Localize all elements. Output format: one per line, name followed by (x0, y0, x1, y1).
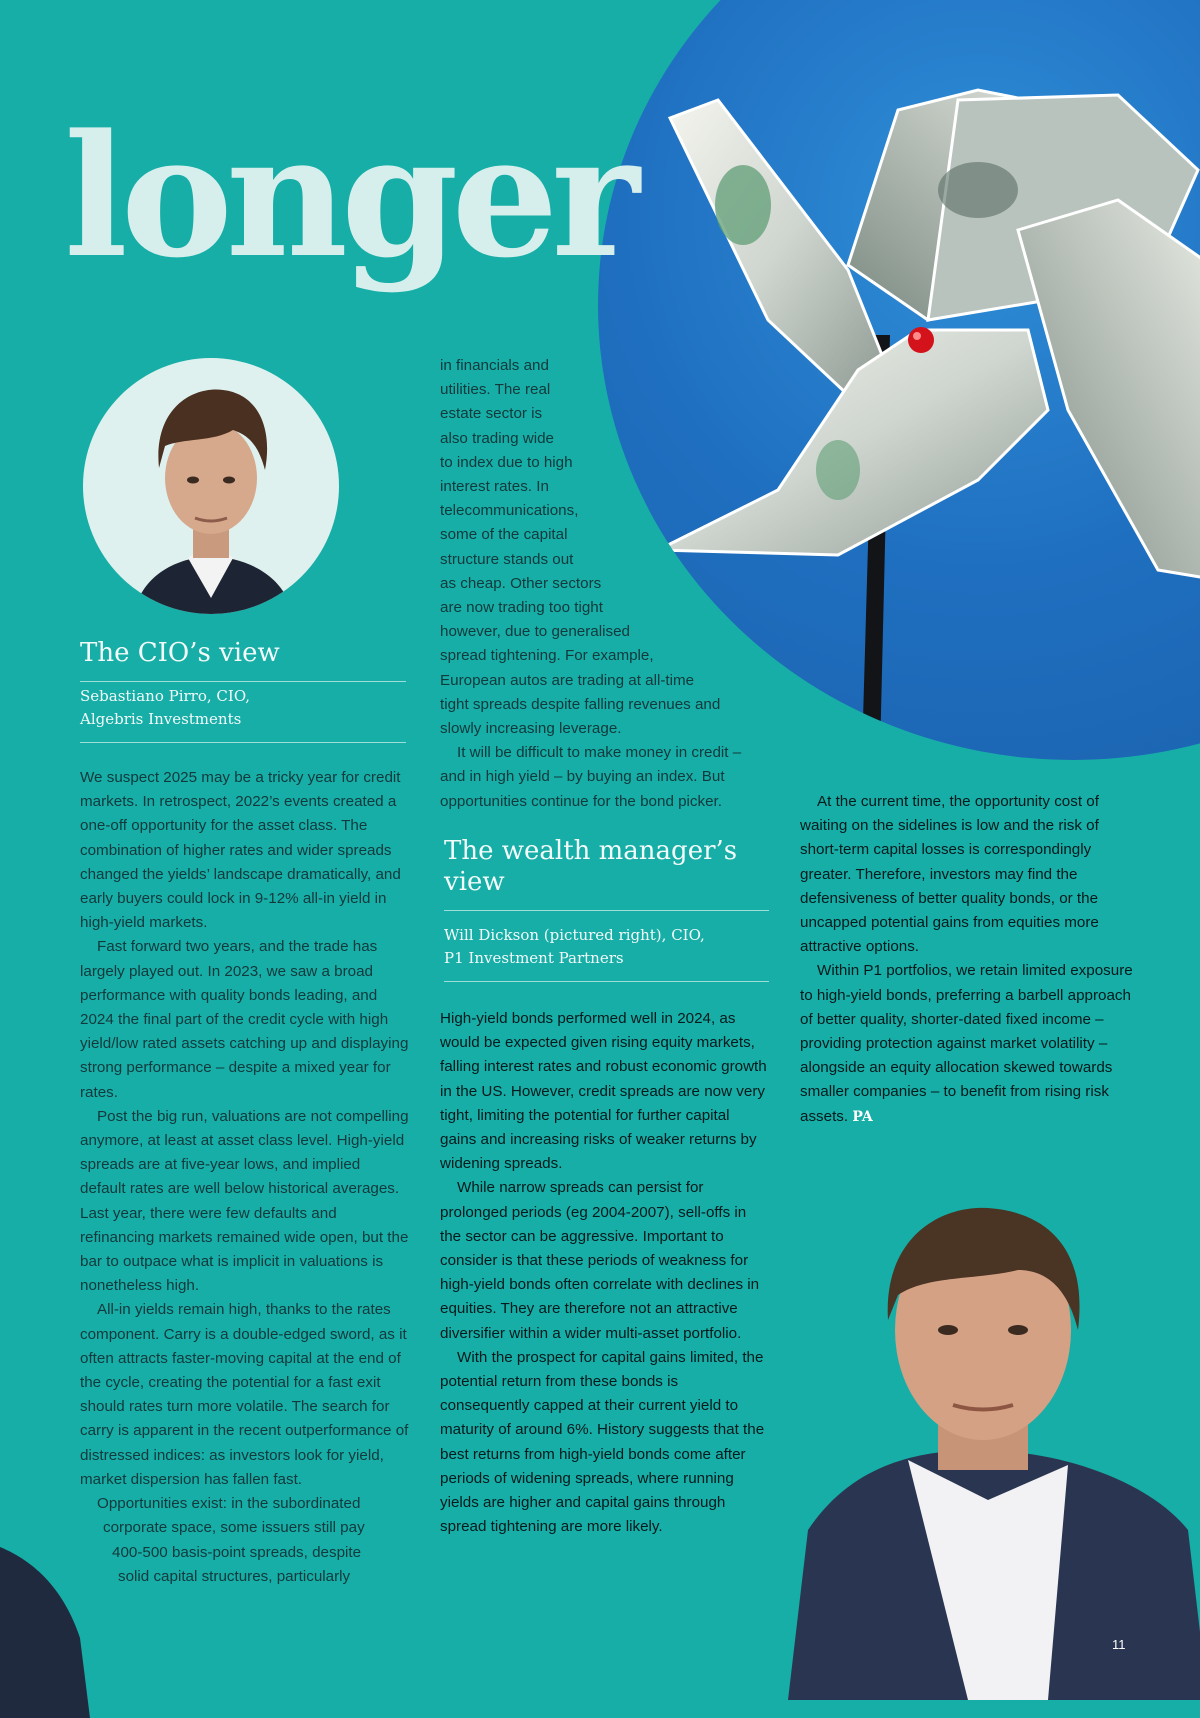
continued-line: are now trading too tight (440, 599, 603, 617)
cio-byline (80, 685, 250, 731)
continued-line: utilities. The real (440, 381, 551, 399)
wm-byline-name: Will Dickson (pictured right), CIO, (444, 926, 705, 944)
continued-line: to index due to high (440, 453, 573, 471)
divider (80, 742, 406, 743)
wm-byline (444, 924, 705, 970)
wrap-line: solid capital structures, particularly (118, 1567, 351, 1585)
portrait-wealth-manager (788, 1200, 1200, 1700)
wm-body-right (800, 790, 1135, 1129)
wm-paragraph-4: At the current time, the opportunity cost of waiting on the sidelines is low and the risk of short-term capital losses is correspondingly greater. Therefore, investors may find the defensiveness of better quality bonds, or the uncapped potential gains from equities more attractive options. (800, 793, 1099, 956)
cio-byline-firm: Algebris Investments (80, 710, 242, 728)
cio-closing: It will be difficult to make money in credit – and in high yield – by buying an index. But opportunities continue for the bond picker. (440, 744, 742, 810)
continued-line: spread tightening. For example, (440, 647, 654, 665)
cio-view-title: The CIO’s view (80, 638, 280, 668)
person-icon (83, 358, 339, 614)
headline: longer (64, 97, 633, 295)
wm-paragraph-5 (800, 959, 1135, 1128)
continued-line: European autos are trading at all-time (440, 671, 695, 689)
continued-line: interest rates. In (440, 478, 549, 496)
wm-body-middle (440, 1007, 770, 1539)
wm-paragraph-1: High-yield bonds performed well in 2024, as would be expected given rising equity markets, falling interest rates and robust economic growth in the US. However, credit spreads are now very tight, limiting the potential for further capital gains and increasing risks of weaker returns by widening spreads. (440, 1010, 767, 1173)
divider (444, 910, 769, 911)
person-icon (788, 1200, 1200, 1700)
page-number: 11 (1112, 1637, 1126, 1652)
portrait-cio (83, 358, 339, 614)
wrap-line: corporate space, some issuers still pay (103, 1519, 365, 1537)
wm-paragraph-2: While narrow spreads can persist for prolonged periods (eg 2004-2007), sell-offs in the sector can be aggressive. Important to consider is that these periods of weakness for high-yield bonds often correlate with declines in equities. They are therefore not an attractive diversifier within a wider multi-asset portfolio. (440, 1179, 760, 1342)
wm-byline-firm: P1 Investment Partners (444, 949, 624, 967)
continued-line: however, due to generalised (440, 623, 630, 641)
cio-paragraph-1: We suspect 2025 may be a tricky year for credit markets. In retrospect, 2022’s events created a one-off opportunity for the asset class. The combination of higher rates and wider spreads changed the yields’ landscape dramatically, and early buyers could lock in 9-12% all-in yield in high-yield markets. (80, 769, 401, 932)
wm-paragraph-5-text: Within P1 portfolios, we retain limited exposure to high-yield bonds, preferring a barbell approach of better quality, shorter-dated fixed income – providing protection against market volatility – alongside an equity allocation skewed towards smaller companies – to benefit from rising risk assets. (800, 962, 1133, 1125)
continued-line: some of the capital (440, 526, 568, 544)
continued-line: also trading wide (440, 429, 554, 447)
continued-line: as cheap. Other sectors (440, 574, 602, 592)
cio-byline-name: Sebastiano Pirro, CIO, (80, 687, 251, 705)
continued-line: structure stands out (440, 550, 574, 568)
divider (80, 681, 406, 682)
divider (444, 981, 769, 982)
continued-line: telecommunications, (440, 502, 579, 520)
cio-paragraph-5 (80, 1492, 410, 1589)
wrap-line: Opportunities exist: in the subordinated (97, 1495, 361, 1513)
cio-body-continued (440, 354, 770, 814)
wrap-line: 400-500 basis-point spreads, despite (112, 1543, 362, 1561)
continued-line: tight spreads despite falling revenues and (440, 695, 721, 713)
sign-off: PA (852, 1108, 873, 1125)
cio-paragraph-4: All-in yields remain high, thanks to the rates component. Carry is a double-edged sword, as it often attracts faster-moving capital at the end of the cycle, creating the potential for a fast exit should rates turn more volatile. The search for carry is apparent in the recent outperformance of distressed indices: as investors look for yield, market dispersion has fallen fast. (80, 1301, 409, 1488)
wm-paragraph-3: With the prospect for capital gains limited, the potential return from these bonds is consequently capped at their current yield to maturity of around 6%. History suggests that the best returns from high-yield bonds come after periods of widening spreads, where running yields are higher and capital gains through spread tightening are more likely. (440, 1348, 765, 1536)
continued-line: in financials and (440, 357, 549, 374)
cio-paragraph-3: Post the big run, valuations are not compelling anymore, at least at asset class level. High-yield spreads are at five-year lows, and implied default rates are well below historical averages. Last year, there were few defaults and refinancing markets remained wide open, but the bar to outpace what is implicit in valuations is nonetheless high. (80, 1107, 409, 1295)
cio-paragraph-2: Fast forward two years, and the trade has largely played out. In 2023, we saw a broad performance with quality bonds leading, and 2024 the final part of the credit cycle with high yield/low rated assets catching up and displaying strong performance – despite a mixed year for rates. (80, 938, 409, 1101)
cio-body-left (80, 766, 410, 1589)
continued-line: estate sector is (440, 405, 543, 423)
continued-line: slowly increasing leverage. (440, 720, 622, 738)
wm-view-title: The wealth manager’s view (444, 836, 738, 897)
